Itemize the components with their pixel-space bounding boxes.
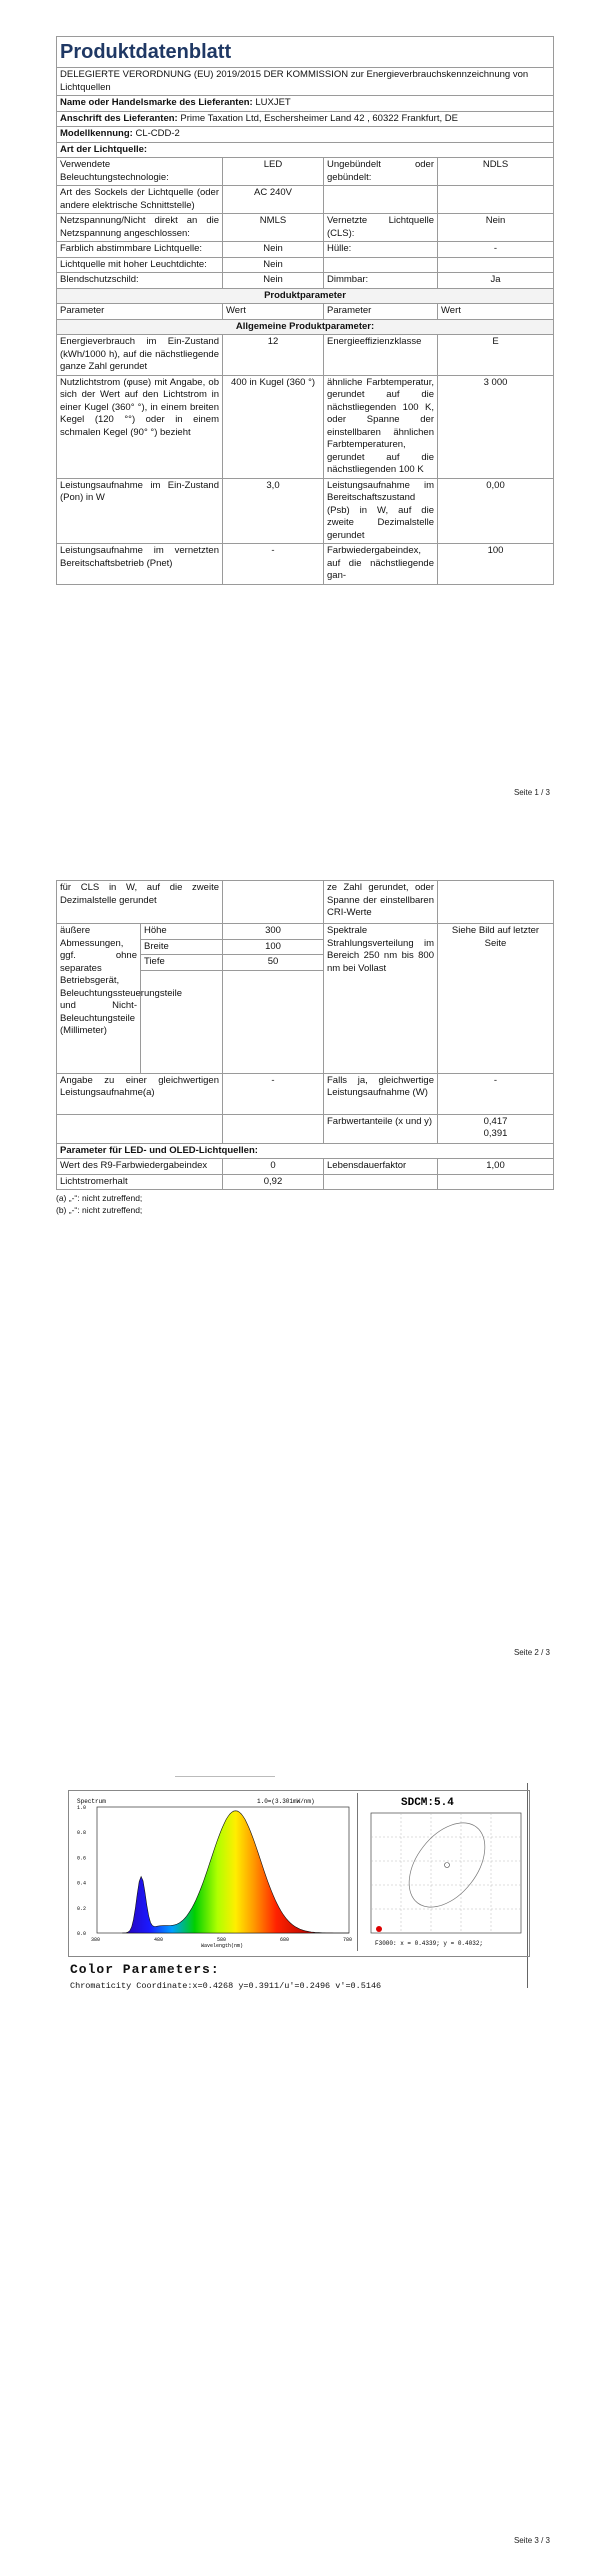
page-1: [0, 0, 602, 820]
datasheet-part-2: [56, 880, 553, 1216]
cell-label: Blendschutzschild:: [57, 273, 223, 289]
y-tick-label: 1.0: [77, 1805, 87, 1811]
cell-label: Wert des R9-Farbwiedergabeindex: [57, 1159, 223, 1175]
cell-label: ze Zahl gerundet, oder Spanne der einstellbaren CRI-Werte: [324, 881, 438, 924]
header-rule: [175, 1776, 275, 1777]
cell-value: NMLS: [223, 214, 324, 242]
cell-value: -: [223, 1073, 324, 1114]
dimension-value: 100: [223, 939, 324, 955]
cell-label: Nutzlichtstrom (φuse) mit Angabe, ob sich der Wert auf den Lichtstrom in einer Kugel (360° °), in einem breiten Kegel (120 °°) oder in einem schmalen Kegel (90° °) bezieht: [57, 375, 223, 478]
y-tick-label: 0.4: [77, 1880, 87, 1887]
cell-label: Hülle:: [324, 242, 438, 258]
cell-label: Lichtstromerhalt: [57, 1174, 223, 1190]
cell-label: [324, 186, 438, 214]
table-row: [57, 1073, 554, 1114]
cell-value: 0,00: [438, 478, 554, 544]
table-row: [57, 335, 554, 376]
cell-label: Leistungsaufnahme im Bereitschaftszustand (Psb) in W, auf die zweite Dezimalstelle gerundet: [324, 478, 438, 544]
cell-value: Nein: [438, 214, 554, 242]
datasheet-part-1: [56, 36, 553, 585]
macadam-ellipse: [394, 1809, 500, 1922]
table-row: [57, 881, 554, 924]
cell-value: [223, 1114, 324, 1143]
cell-value: [438, 881, 554, 924]
supplier-address: Prime Taxation Ltd, Eschersheimer Land 42 , 60322 Frankfurt, DE: [180, 112, 458, 124]
cell-label: Ungebündelt oder gebündelt:: [324, 158, 438, 186]
x-tick-label: 780: [343, 1937, 353, 1943]
cell-value: [438, 186, 554, 214]
cell-label: Netzspannung/Nicht direkt an die Netzspannung angeschlossen:: [57, 214, 223, 242]
model-id: CL-CDD-2: [135, 128, 180, 139]
led-params-header: Parameter für LED- und OLED-Lichtquellen:: [57, 1143, 554, 1159]
x-tick-label: 480: [154, 1937, 164, 1943]
cell-value: [438, 257, 554, 273]
table-row: [57, 242, 554, 258]
cell-value: 3,0: [223, 478, 324, 544]
table-row: [57, 186, 554, 214]
column-header: Wert: [223, 304, 324, 320]
cell-value: NDLS: [438, 158, 554, 186]
table-row: [57, 257, 554, 273]
spectrum-svg: [73, 1793, 357, 1951]
cell-value: 0,92: [223, 1174, 324, 1190]
cell-value: E: [438, 335, 554, 376]
x-tick-label: 680: [280, 1937, 290, 1943]
dimension-name: Breite: [141, 939, 223, 955]
cell-label: Leistungsaufnahme im vernetzten Bereitschaftsbetrieb (Pnet): [57, 544, 223, 585]
page-number: Seite 3 / 3: [513, 2536, 550, 2545]
chromaticity-line: Chromaticity Coordinate:x=0.4268 y=0.3911/u'=0.2496 v'=0.5146: [70, 1981, 382, 1991]
datasheet-table-2: [56, 880, 554, 1190]
y-axis: [77, 1805, 86, 1937]
cell-label: [324, 257, 438, 273]
cell-label: Verwendete Beleuchtungstechnologie:: [57, 158, 223, 186]
y-tick-label: 0.6: [77, 1855, 87, 1862]
dimensions-label: äußere Abmessungen, ggf. ohne separates Betriebsgerät, Beleuchtungssteuerungsteile und Nicht-Beleuchtungsteile (Millimeter): [57, 924, 141, 1074]
cell-value: -: [223, 544, 324, 585]
cell-value: -: [438, 1073, 554, 1114]
y-tick-label: 0.0: [77, 1931, 87, 1937]
cell-label: Farbwertanteile (x und y): [324, 1114, 438, 1143]
cell-label: Farbwiedergabeindex, auf die nächstliegende gan-: [324, 544, 438, 585]
dimension-name: Tiefe: [141, 955, 223, 971]
cell-label: Farblich abstimmbare Lichtquelle:: [57, 242, 223, 258]
cell-label: für CLS in W, auf die zweite Dezimalstelle gerundet: [57, 881, 223, 924]
datasheet-table-1: [56, 36, 554, 585]
cell-label: Energieeffizienzklasse: [324, 335, 438, 376]
model-row: [57, 127, 554, 143]
cell-value: 400 in Kugel (360 °): [223, 375, 324, 478]
cell-label: Lichtquelle mit hoher Leuchtdichte:: [57, 257, 223, 273]
cell-label: [324, 1174, 438, 1190]
page-2: [0, 880, 602, 1680]
page-number: Seite 1 / 3: [513, 788, 550, 797]
supplier-address-label: Anschrift des Lieferanten:: [60, 112, 178, 124]
cell-value: Nein: [223, 257, 324, 273]
dimension-spacer: [223, 970, 324, 1073]
sdcm-svg: [361, 1793, 523, 1951]
spectrum-panel: [68, 1790, 530, 1957]
spectrum-top-right: 1.0=(3.301mW/nm): [257, 1798, 315, 1805]
cell-value: 12: [223, 335, 324, 376]
table-row: [57, 1174, 554, 1190]
cell-value: LED: [223, 158, 324, 186]
color-params-title: Color Parameters:: [70, 1962, 220, 1977]
footnote-a: (a) „-“: nicht zutreffend;: [56, 1193, 143, 1203]
table-row: [57, 158, 554, 186]
measured-point: [376, 1926, 382, 1932]
sdcm-grid: [371, 1813, 521, 1933]
sdcm-caption: F3000: x = 0.4339; y = 0.4032;: [375, 1940, 484, 1947]
cell-value: Nein: [223, 242, 324, 258]
table-row: [57, 1159, 554, 1175]
table-header-row: [57, 304, 554, 320]
general-params-header: Allgemeine Produktparameter:: [57, 319, 554, 335]
sdcm-frame: [371, 1813, 521, 1933]
spectrum-curve: [122, 1811, 349, 1933]
dimension-value: 50: [223, 955, 324, 971]
model-label: Modellkennung:: [60, 128, 133, 139]
dimension-spacer: [141, 970, 223, 1073]
cell-value: [223, 881, 324, 924]
y-tick-label: 0.2: [77, 1905, 87, 1912]
cell-value: 1,00: [438, 1159, 554, 1175]
x-tick-label: 580: [217, 1937, 227, 1943]
cell-value: [438, 1174, 554, 1190]
regulation-text: DELEGIERTE VERORDNUNG (EU) 2019/2015 DER KOMMISSION zur Energieverbrauchskennzeichnung von Lichtquellen: [57, 68, 554, 96]
table-row: [57, 544, 554, 585]
supplier-address-row: [57, 111, 554, 127]
equiv-label: Angabe zu einer gleichwertigen Leistungsaufnahme(a): [60, 1074, 219, 1098]
cell-value: 0: [223, 1159, 324, 1175]
supplier-name-label: Name oder Handelsmarke des Lieferanten:: [60, 97, 253, 108]
supplier-name: LUXJET: [255, 97, 291, 108]
sdcm-chart: [361, 1793, 523, 1951]
table-row: [57, 478, 554, 544]
cell-label: Falls ja, gleichwertige Leistungsaufnahme (W): [324, 1073, 438, 1114]
footnote-b: (b) „-“: nicht zutreffend;: [56, 1205, 143, 1215]
ellipse-center: [445, 1863, 450, 1868]
lightsource-type-header: Art der Lichtquelle:: [57, 142, 554, 158]
cell-value: -: [438, 242, 554, 258]
cell-value: 3 000: [438, 375, 554, 478]
cell-label: [57, 1073, 223, 1114]
table-row: [57, 924, 554, 940]
table-row: [57, 214, 554, 242]
cell-label: [57, 1114, 223, 1143]
chroma-x: 0,417: [483, 1115, 508, 1127]
cell-value: AC 240V: [223, 186, 324, 214]
table-row: [57, 375, 554, 478]
x-tick-label: 380: [91, 1937, 101, 1943]
cell-label: Dimmbar:: [324, 273, 438, 289]
footnotes: [56, 1192, 553, 1216]
sdcm-title: SDCM:5.4: [401, 1797, 454, 1809]
cell-label: Spektrale Strahlungsverteilung im Bereich 250 nm bis 800 nm bei Vollast: [324, 924, 438, 1074]
column-header: Parameter: [57, 304, 223, 320]
cell-label: ähnliche Farbtemperatur, gerundet auf die nächstliegenden 100 K, oder Spanne der einstellbaren ähnlichen Farbtemperaturen, gerundet auf die nächstliegenden 100 K: [324, 375, 438, 478]
page-title: Produktdatenblatt: [57, 37, 554, 68]
cell-value: Siehe Bild auf letzter Seite: [438, 924, 554, 1074]
cell-value: [438, 1114, 554, 1143]
cell-value: Ja: [438, 273, 554, 289]
product-params-header: Produktparameter: [57, 288, 554, 304]
supplier-name-row: [57, 96, 554, 112]
cell-value: 100: [438, 544, 554, 585]
x-axis-label: Wavelength(nm): [201, 1943, 244, 1949]
table-row: [57, 273, 554, 289]
y-tick-label: 0.8: [77, 1830, 87, 1837]
cell-label: Lebensdauerfaktor: [324, 1159, 438, 1175]
cell-value: Nein: [223, 273, 324, 289]
cell-label: Energieverbrauch im Ein-Zustand (kWh/1000 h), auf die nächstliegende ganze Zahl gerundet: [57, 335, 223, 376]
spectrum-chart: [73, 1793, 358, 1951]
dimension-value: 300: [223, 924, 324, 940]
cell-label: Leistungsaufnahme im Ein-Zustand (Pon) in W: [57, 478, 223, 544]
cell-label: Vernetzte Lichtquelle (CLS):: [324, 214, 438, 242]
dimension-name: Höhe: [141, 924, 223, 940]
table-row: [57, 1114, 554, 1143]
page-number: Seite 2 / 3: [513, 1648, 550, 1657]
column-header: Parameter: [324, 304, 438, 320]
column-header: Wert: [438, 304, 554, 320]
spectrum-top-left: Spectrum: [77, 1798, 106, 1805]
cell-label: Art des Sockels der Lichtquelle (oder andere elektrische Schnittstelle): [57, 186, 223, 214]
chroma-y: 0,391: [483, 1128, 508, 1139]
